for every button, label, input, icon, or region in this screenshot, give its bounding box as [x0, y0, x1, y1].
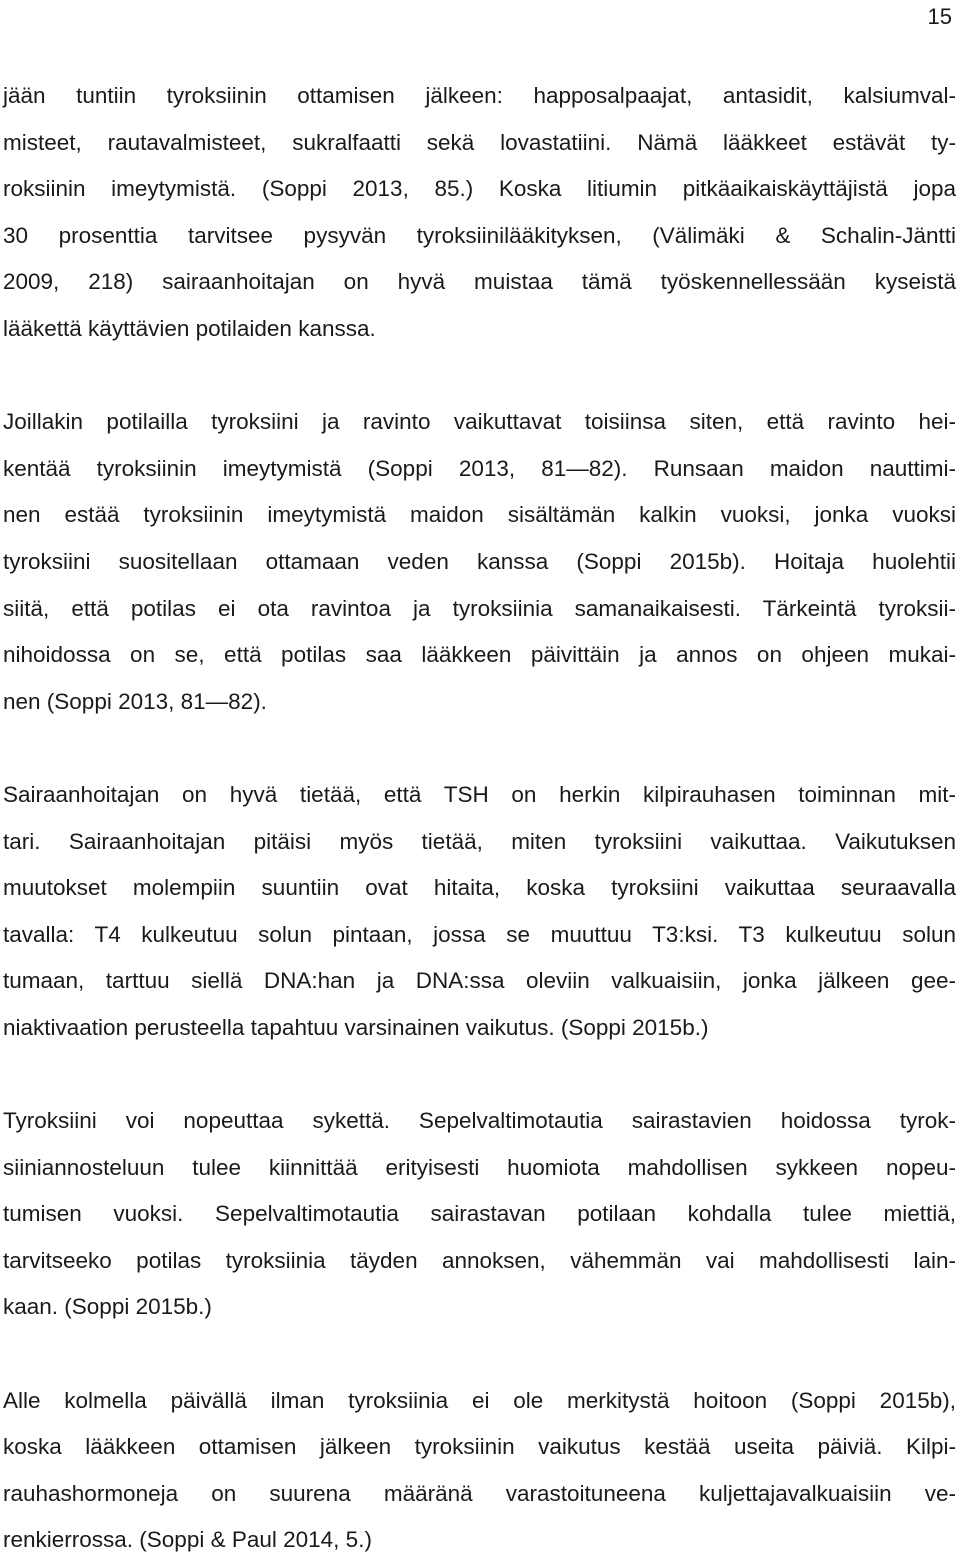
- text-line: renkierrossa. (Soppi & Paul 2014, 5.): [3, 1527, 372, 1553]
- text-line: tumisen vuoksi. Sepelvaltimotautia sairastavan potilaan kohdalla tulee miettiä,: [3, 1201, 956, 1227]
- text-line: kentää tyroksiinin imeytymistä (Soppi 2013, 81—82). Runsaan maidon nauttimi-: [3, 455, 956, 481]
- text-line: kaan. (Soppi 2015b.): [3, 1294, 212, 1320]
- text-line: Alle kolmella päivällä ilman tyroksiinia ei ole merkitystä hoitoon (Soppi 2015b),: [3, 1387, 956, 1413]
- text-line: Tyroksiini voi nopeuttaa sykettä. Sepelvaltimotautia sairastavien hoidossa tyrok-: [3, 1108, 956, 1134]
- paragraph-lithium: [3, 73, 956, 353]
- text-line: 30 prosenttia tarvitsee pysyvän tyroksiinilääkityksen, (Välimäki & Schalin-Jäntti: [3, 222, 956, 248]
- document-body: [3, 73, 956, 1564]
- paragraph-gap: [3, 1051, 956, 1098]
- text-line: Sairaanhoitajan on hyvä tietää, että TSH on herkin kilpirauhasen toiminnan mit-: [3, 781, 956, 807]
- text-line: siitä, että potilas ei ota ravintoa ja tyroksiinia samanaikaisesti. Tärkeintä tyroksii-: [3, 595, 956, 621]
- text-line: koska lääkkeen ottamisen jälkeen tyroksiinin vaikutus kestää useita päiviä. Kilpi-: [3, 1434, 956, 1460]
- text-line: niaktivaation perusteella tapahtuu varsinainen vaikutus. (Soppi 2015b.): [3, 1014, 709, 1040]
- text-line: Joillakin potilailla tyroksiini ja ravinto vaikuttavat toisiinsa siten, että ravinto hei-: [3, 409, 956, 435]
- paragraph-missed-doses: [3, 1378, 956, 1564]
- text-line: rauhashormoneja on suurena määränä varastoituneena kuljettajavalkuaisiin ve-: [3, 1480, 956, 1506]
- text-line: tyroksiini suositellaan ottamaan veden kanssa (Soppi 2015b). Hoitaja huolehtii: [3, 548, 956, 574]
- paragraph-heart-rate: [3, 1098, 956, 1331]
- text-line: tarvitseeko potilas tyroksiinia täyden annoksen, vähemmän vai mahdollisesti lain-: [3, 1247, 956, 1273]
- text-line: roksiinin imeytymistä. (Soppi 2013, 85.) Koska litiumin pitkäaikaiskäyttäjistä jopa: [3, 176, 956, 202]
- text-line: misteet, rautavalmisteet, sukralfaatti sekä lovastatiini. Nämä lääkkeet estävät ty-: [3, 129, 956, 155]
- text-line: tavalla: T4 kulkeutuu solun pintaan, jossa se muuttuu T3:ksi. T3 kulkeutuu solun: [3, 921, 956, 947]
- text-line: nihoidossa on se, että potilas saa lääkkeen päivittäin ja annos on ohjeen mukai-: [3, 642, 956, 668]
- text-line: 2009, 218) sairaanhoitajan on hyvä muistaa tämä työskennellessään kyseistä: [3, 269, 956, 295]
- text-line: siiniannosteluun tulee kiinnittää erityisesti huomiota mahdollisen sykkeen nopeu-: [3, 1154, 956, 1180]
- text-line: muutokset molempiin suuntiin ovat hitaita, koska tyroksiini vaikuttaa seuraavalla: [3, 875, 956, 901]
- text-line: nen estää tyroksiinin imeytymistä maidon sisältämän kalkin vuoksi, jonka vuoksi: [3, 502, 956, 528]
- text-line: jään tuntiin tyroksiinin ottamisen jälkeen: happosalpaajat, antasidit, kalsiumval-: [3, 83, 956, 108]
- text-line: lääkettä käyttävien potilaiden kanssa.: [3, 315, 376, 341]
- text-line: nen (Soppi 2013, 81—82).: [3, 688, 267, 714]
- paragraph-gap: [3, 725, 956, 772]
- paragraph-nutrition: [3, 399, 956, 725]
- paragraph-gap: [3, 1331, 956, 1378]
- paragraph-gap: [3, 353, 956, 400]
- text-line: tari. Sairaanhoitajan pitäisi myös tietää, miten tyroksiini vaikuttaa. Vaikutuksen: [3, 828, 956, 854]
- paragraph-tsh: [3, 772, 956, 1052]
- page-number: 15: [927, 4, 952, 29]
- text-line: tumaan, tarttuu siellä DNA:han ja DNA:ssa oleviin valkuaisiin, jonka jälkeen gee-: [3, 968, 956, 994]
